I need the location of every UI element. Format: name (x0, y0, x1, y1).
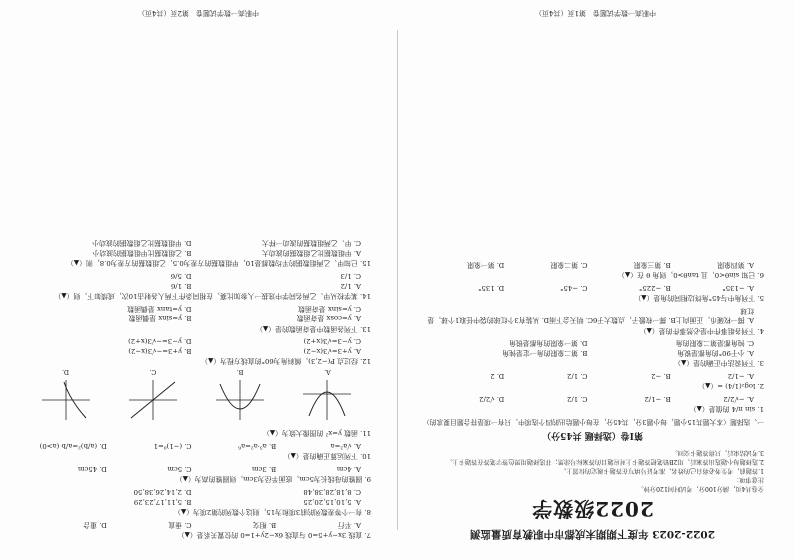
question-options (22, 238, 361, 257)
question-option: B. a³·a²=a⁶ (238, 442, 277, 451)
question-option: A. 4cm (336, 465, 361, 474)
notice-line: 注意事项： (733, 476, 764, 484)
part-one-title: 第Ⅰ卷（选择题 共45分） (542, 430, 643, 441)
question-stem: 11. 函数 y=x² 的图像大致为（▲） (262, 429, 371, 438)
question-option: A. y+3=√3(x−2) (303, 346, 361, 355)
question-item (22, 440, 371, 460)
question-option: C. y−3=√3(x+2) (303, 337, 361, 346)
question-option: D. 45cm (77, 465, 107, 474)
question-option: A. 掷一枚硬币，正面向上 (675, 316, 754, 325)
question-option: C. 8,18,28,38,48 (303, 488, 361, 497)
question-option: B. −2 (651, 371, 671, 380)
graph-d-label: D. (62, 368, 70, 377)
question-stem: 5. 下列角中与45°角终边相同的角是（▲） (634, 294, 764, 303)
question-options (421, 393, 754, 403)
question-option: D. 重合 (83, 520, 107, 529)
question-item (22, 336, 371, 366)
question-stem: 4. 下列各组事件中是必然事件的是（▲） (639, 326, 764, 335)
question-stem: 10. 下列运算正确的是（▲） (283, 452, 371, 461)
question-stem: 3. 下列说法中正确的是（▲） (674, 359, 764, 368)
question-options (22, 440, 361, 450)
question-item (22, 238, 371, 268)
question-option: A. −135° (722, 283, 754, 292)
question-stem: 8. 有一个等差数列的前3项和为15，则这个数列的第2项为（▲） (174, 508, 371, 517)
question-option: C. 明天会下雨 (549, 316, 593, 325)
graph-option-a (299, 368, 355, 424)
question-options (421, 259, 754, 269)
question-option: B. 相交 (253, 520, 277, 529)
graph-option-c (125, 368, 181, 424)
question-option: A. 1/2 (340, 281, 361, 290)
question-options (421, 282, 754, 292)
question-option: D. (a/b)²=a/b (a>0) (39, 442, 107, 451)
question-option: B. 乙组数据比甲组数据的波动小 (92, 248, 192, 257)
question-option: C. 垂直 (168, 520, 192, 529)
notice-line: 1.答题前，考生务必将自己的姓名、准考证号填写在答题卡规定的位置上。 (560, 467, 764, 475)
question-options (22, 519, 361, 529)
notice-line: 2.选择题每小题选出答案后，用2B铅笔把答题卡上对应题目的答案标号涂黑；非选择题用黑色签字笔答在答题卡上。 (446, 458, 764, 466)
question-option: B. y+3=−√3(x−2) (128, 346, 192, 355)
question-options (22, 486, 361, 505)
question-option: A. 平行 (337, 520, 361, 529)
question-option: D. 2,14,26,38,50 (133, 488, 192, 497)
graph-b-label: B. (236, 368, 244, 377)
question-list-page-one (421, 259, 764, 413)
question-list-page-two-bottom (22, 238, 371, 366)
graph-b-figure (212, 376, 268, 424)
question-option: B. −225° (638, 283, 671, 292)
question-option: C. y=sinx 是奇函数 (298, 304, 361, 313)
question-option: A. √a²=a (330, 442, 361, 451)
question-options (22, 463, 361, 473)
question-option: C. 1/3 (340, 271, 361, 280)
question-stem: 14. 某学校从甲、乙两名同学中选拔一人参加比赛，在相同条件下两人各射击10次，成绩如下，则（▲） (54, 291, 371, 300)
question-option: D. y=tanx 是偶函数 (127, 304, 192, 313)
question-option: D. √2/2 (479, 394, 505, 403)
question-option: B. 第二象限的角一定是钝角 (502, 348, 588, 357)
question-option: D. 135° (477, 283, 505, 292)
question-option: C. 甲、乙两组数据的波动一样大 (262, 239, 361, 248)
question-options (421, 305, 754, 324)
question-option: B. y=sinx 是偶函数 (128, 314, 192, 323)
notice-line: 3.考试结束后，只将答题卡交回。 (671, 449, 764, 457)
exam-notice (421, 447, 764, 492)
question-option: A. −1/2 (727, 371, 754, 380)
question-item (421, 282, 764, 302)
page-one (397, 0, 794, 560)
graph-a-figure (299, 376, 355, 424)
question-option: D. 5/6 (170, 271, 192, 280)
question-option: C. −45° (560, 283, 588, 292)
question-option: C. (−1)⁰=1 (153, 442, 192, 451)
question-option: A. 小于90°的角都是锐角 (677, 348, 754, 357)
part-one-note: 一、选择题（本大题共15小题，每小题3分，共45分，在每小题给出的四个选项中，只有一项是符合题目要求的） (422, 418, 764, 427)
question-option: D. y−3=−√3(x+2) (128, 337, 192, 346)
question-option: D. 第一象限的角都是锐角 (508, 339, 588, 348)
question-option: B. 掷一枚骰子，点数大于6 (593, 316, 676, 325)
question-options (421, 338, 754, 357)
question-option: B. −1/2 (644, 394, 671, 403)
question-option: D. 甲组数据比乙组数据的波动小 (92, 239, 192, 248)
question-option: D. 2 (490, 371, 505, 380)
question-item (22, 519, 371, 539)
question-options (22, 270, 361, 289)
graph-option-d (38, 368, 94, 424)
question-options (22, 303, 361, 322)
exam-title: 2022-2023 年度下期期末成都市中职教育质量监测 (470, 528, 715, 540)
question-item (22, 428, 371, 437)
question-list-page-two-top (22, 428, 371, 539)
graph-c-label: C. (149, 368, 157, 377)
question-stem: 1. sin π/4 的值是（▲） (689, 405, 764, 414)
question-option: D. 从装有3个红球的袋中任取1个球，是红球 (427, 306, 754, 325)
question-item (421, 393, 764, 413)
question-item (22, 303, 371, 333)
notice-line: 全卷共4页，满分100分，考试时间120分钟。 (637, 485, 764, 492)
question-option: C. 第二象限 (550, 260, 588, 269)
question-item (22, 463, 371, 483)
question-item (421, 338, 764, 368)
question-option: B. 第三象限 (633, 260, 671, 269)
exam-subject: 2022级数学 (531, 497, 654, 521)
question-stem: 6. 已知 sinθ<0，且 tanθ>0，则角 θ 在（▲） (618, 271, 764, 280)
page-two-footer: 中职高一数学试题卷 第2页（共4页） (138, 9, 259, 17)
question-stem: 13. 下列各函数中是奇函数的是（▲） (256, 324, 371, 333)
question-option: C. 1/2 (567, 371, 588, 380)
graph-a-label: A. (324, 368, 331, 377)
question-option: B. 3cm (252, 465, 277, 474)
question-option: A. −√2/2 (723, 394, 754, 403)
question-stem: 2. log₂(1/4) =（▲） (698, 382, 764, 391)
question-stem: 12. 经过点 P(−2,3)，倾斜角为60°的直线方程为（▲） (201, 357, 371, 366)
question-option: B. 5,11,17,23,29 (133, 497, 192, 506)
question-stem: 15. 已知甲、乙两组数据的平均数都是10，甲组数据的方差为0.5，乙组数据的方差为0.8，则（▲） (66, 259, 371, 268)
question-option: A. 5,10,15,20,25 (303, 497, 361, 506)
question-item (421, 305, 764, 335)
graph-c-figure (125, 376, 181, 424)
question-options (22, 336, 361, 355)
question-stem: 9. 圆锥的母线长为5cm，底面半径为3cm，则圆锥的高为（▲） (175, 475, 371, 484)
question-option: A. 第四象限 (717, 260, 754, 269)
question-item (22, 270, 371, 300)
question-item (421, 370, 764, 390)
question-option: C. 钝角都是第二象限的角 (675, 339, 754, 348)
question-item (421, 259, 764, 279)
question-item (22, 486, 371, 516)
question-option: B. 1/6 (170, 281, 192, 290)
question-stem: 7. 直线 3x−y+5=0 与直线 6x−2y+1=0 的位置关系是（▲） (177, 531, 371, 539)
question-options (421, 370, 754, 380)
question-option: A. 甲组数据比乙组数据的波动大 (262, 248, 361, 257)
graph-option-b (212, 368, 268, 424)
function-graph-options (22, 368, 371, 424)
question-option: D. 第一象限 (467, 260, 505, 269)
question-option: C. 5cm (167, 465, 192, 474)
question-option: C. 1/2 (567, 394, 588, 403)
page-divider (397, 30, 398, 530)
question-option: A. y=cosx 是奇函数 (296, 314, 361, 323)
page-one-footer: 中职高一数学试题卷 第1页（共4页） (535, 9, 656, 17)
graph-d-figure (38, 376, 94, 424)
